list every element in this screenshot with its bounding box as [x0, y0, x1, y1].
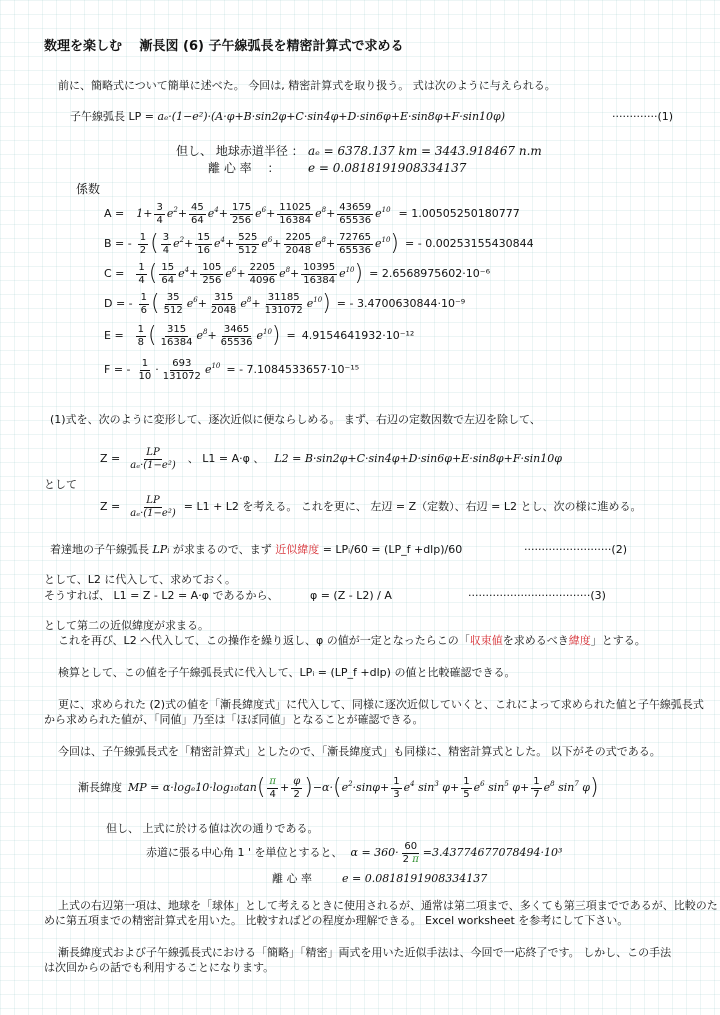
- z-label-2: Z =: [100, 500, 121, 513]
- coef-c-value: = 2.6568975602·10⁻⁶: [369, 267, 491, 280]
- line3b: [44, 589, 392, 603]
- coef-c-name: C =: [104, 267, 125, 280]
- eccentricity-value-2: e = 0.0818191908334137: [342, 872, 488, 885]
- l2-def: L2 = B·sin2φ+C·sin4φ+D·sin6φ+E·sin8φ+F·sin10φ: [274, 452, 562, 465]
- approx-latitude-line: [50, 543, 462, 557]
- l1-def: 、 L1 = A·φ 、: [187, 452, 265, 465]
- line3b-phi: φ = (Z - L2) / A: [309, 589, 392, 602]
- page-title: 数理を楽しむ 漸長図 (6) 子午線弧長を精密計算式で求める: [44, 39, 404, 54]
- eccentricity-label: 離 心 率 ：: [208, 161, 280, 175]
- coef-b-value: = - 0.00253155430844: [405, 237, 534, 250]
- para4b: [58, 634, 646, 648]
- coef-b-name: B = -: [104, 237, 132, 250]
- approx-latitude-highlight: 近似緯度: [275, 543, 320, 556]
- meridian-arc-formula: [70, 110, 505, 124]
- intro-text: 前に、簡略式について簡単に述べた。 今回は, 精密計算式を取り扱う。 式は次のように与えられる。: [58, 79, 556, 92]
- conditions-heading: 但し、 上式に於ける値は次の通りである。: [106, 822, 319, 835]
- coef-e-name: E =: [104, 329, 124, 342]
- line3a-text: として、L2 に代入して、求めておく。: [44, 573, 236, 586]
- formula3-ref: ···································(3): [468, 589, 606, 602]
- para4a-text: として第二の近似緯度が求まる。: [44, 619, 209, 632]
- eccentricity-value: e = 0.0818191908334137: [308, 161, 467, 175]
- coefficient-f: F = - $\frac{1}{10}$ · $\frac{693}{131072}$ $e^{10}$ = - 7.1084533657·10⁻¹⁵: [104, 357, 360, 382]
- formula1-label: 子午線弧長 LP =: [70, 110, 154, 123]
- line2-text-c: = LPᵢ/60 = (LP_f +dlp)/60: [322, 543, 463, 556]
- coefficient-c: C = $\frac{1}{4}$ ( $\frac{15}{64}$ $e^4+$ $\frac{105}{256}$ $e^6+$ $\frac{2205}{4096}$ $e^8+$ $\frac{10395}{16384}$ $e^{10}$ ) = 2.6568975602·10⁻⁶: [104, 261, 491, 286]
- coef-a-name: A =: [104, 207, 125, 220]
- meridional-parts-formula: 漸長緯度 MP = α·logₑ10·log₁₀tan ( $\frac{\pi}{4}$ + $\frac{\varphi}{2}$ ) −α· ( $e^2\cdot\sin\varphi+$ $\frac{1}{3}$ $e^4$ $\sin^3 \varphi+$ $\frac{1}{5}$ $e^6$ $\sin^5 \varphi+$ $\frac{1}{7}$ $e^8$ $\sin^7 \varphi$ ): [78, 775, 599, 800]
- paragraph-transform: (1)式を、次のように変形して、逐次近似に便ならしめる。 まず、右辺の定数因数で左辺を除して、: [50, 413, 541, 426]
- formula1-ref: ·············(1): [612, 110, 674, 123]
- para4b-text-a: これを再び、L2 へ代入して、この操作を繰り返し、φ の値が一定となったらこの「: [58, 634, 470, 647]
- coef-d-value: = - 3.4700630844·10⁻⁹: [336, 297, 466, 310]
- line2-text-a: 着達地の子午線弧長: [50, 543, 149, 556]
- radius-value: aₑ = 6378.137 km = 3443.918467 n.m: [308, 144, 542, 158]
- latitude-highlight: 緯度: [568, 634, 591, 647]
- eccentricity-label-2: 離 心 率: [272, 872, 312, 885]
- z-equation-2-text: = L1 + L2 を考える。 これを更に、 左辺 = Z（定数）、右辺 = L2 とし、次の様に進める。: [183, 500, 642, 513]
- para6b-text: から求められた値が、「同値」乃至は「ほぼ同値」となることが確認できる。: [44, 713, 424, 726]
- convergence-highlight: 収束値: [469, 634, 503, 647]
- line2-lp: LPᵢ: [152, 543, 170, 556]
- para5-text: 検算として、この値を子午線弧長式に代入して、LPᵢ = (LP_f +dlp) の値と比較確認できる。: [58, 666, 516, 679]
- mp-expr: MP = α·logₑ10·log₁₀tan: [128, 781, 257, 794]
- coef-a-value: = 1.00505250180777: [398, 207, 520, 220]
- coefficient-e: E = $\frac{1}{8}$ ( $\frac{315}{16384}$ $e^8+$ $\frac{3465}{65536}$ $e^{10}$ ) = 4.9154641932·10⁻¹²: [104, 323, 415, 348]
- alpha-text: 赤道に張る中心角 1 ' を単位とすると、: [146, 846, 343, 859]
- coefficient-a: A = 1+ $\frac{3}{4}$ $e^2+$ $\frac{45}{64}$ $e^4+$ $\frac{175}{256}$ $e^6+$ $\frac{11025}{16384}$ $e^8+$ $\frac{43659}{65536}$ $e^{10}$ = 1.00505250180777: [104, 201, 520, 226]
- formula2-ref: ·························(2): [524, 543, 627, 556]
- para7-text: 今回は、子午線弧長式を「精密計算式」としたので、「漸長緯度式」も同様に、精密計算式とした。 以下がその式である。: [58, 745, 661, 758]
- z-label: Z =: [100, 452, 121, 465]
- mp-label: 漸長緯度: [78, 781, 122, 794]
- para4b-text-b: を求めるべき: [502, 634, 569, 647]
- para9b-text: は次回からの話でも利用することになります。: [44, 961, 275, 974]
- para9a-text: 漸長緯度式および子午線弧長式における「簡略」「精密」両式を用いた近似手法は、今回で一応終了です。 しかし、この手法: [58, 946, 672, 959]
- coef-f-value: = - 7.1084533657·10⁻¹⁵: [226, 363, 360, 376]
- alpha-definition: 赤道に張る中心角 1 ' を単位とすると、 α = 360· $\frac{60}{2 \pi}$ =3.43774677078494·10³: [146, 840, 563, 865]
- para8a-text: 上式の右辺第一項は、地球を「球体」として考えるときに使用されるが、通常は第二項まで、多くても第三項までであるが、比較のた: [58, 899, 718, 912]
- toshite-text: として: [44, 478, 77, 491]
- radius-label: 但し、 地球赤道半径 ：: [176, 144, 304, 158]
- line2-text-b: が求まるので、まず: [172, 543, 272, 556]
- para8b-text: めに第五項までの精密計算式を用いた。 比較すればどの程度か理解できる。 Excel worksheet を参考にして下さい。: [44, 914, 629, 927]
- alpha-value: =3.43774677078494·10³: [422, 846, 563, 859]
- coefficient-b: B = - $\frac{1}{2}$ ( $\frac{3}{4}$ $e^2+$ $\frac{15}{16}$ $e^4+$ $\frac{525}{512}$ $e^6+$ $\frac{2205}{2048}$ $e^8+$ $\frac{72765}{65536}$ $e^{10}$ ) = - 0.00253155430844: [104, 231, 534, 256]
- coefficients-heading: 係数: [76, 182, 101, 196]
- coef-d-name: D = -: [104, 297, 133, 310]
- coef-f-name: F = -: [104, 363, 131, 376]
- z-equation-2: Z = $\frac{LP}{\text{aₑ·(1−e²)}}$ = L1 + L2 を考える。 これを更に、 左辺 = Z（定数）、右辺 = L2 とし、次の様に進める。: [100, 494, 642, 519]
- line3b-text-a: そうすれば、 L1 = Z - L2 = A·φ であるから、: [44, 589, 279, 602]
- coef-e-value: 4.9154641932·10⁻¹²: [301, 329, 415, 342]
- para6a-text: 更に、求められた (2)式の値を「漸長緯度式」に代入して、同様に逐次近似していくと、これによって求められた値と子午線弧長式: [58, 698, 704, 711]
- z-equation: Z = $\frac{LP}{\text{aₑ·(1−e²)}}$ 、 L1 = A·φ 、 L2 = B·sin2φ+C·sin4φ+D·sin6φ+E·sin8φ+F·sin10φ: [100, 446, 562, 471]
- coefficient-d: D = - $\frac{1}{6}$ ( $\frac{35}{512}$ $e^6+$ $\frac{315}{2048}$ $e^8+$ $\frac{31185}{131072}$ $e^{10}$ ) = - 3.4700630844·10⁻⁹: [104, 291, 466, 316]
- para4b-text-c: 」とする。: [590, 634, 646, 647]
- alpha-expr: α = 360·: [350, 846, 399, 859]
- formula1-expr: aₑ·(1−e²)·(A·φ+B·sin2φ+C·sin4φ+D·sin6φ+E·sin8φ+F·sin10φ): [157, 110, 506, 123]
